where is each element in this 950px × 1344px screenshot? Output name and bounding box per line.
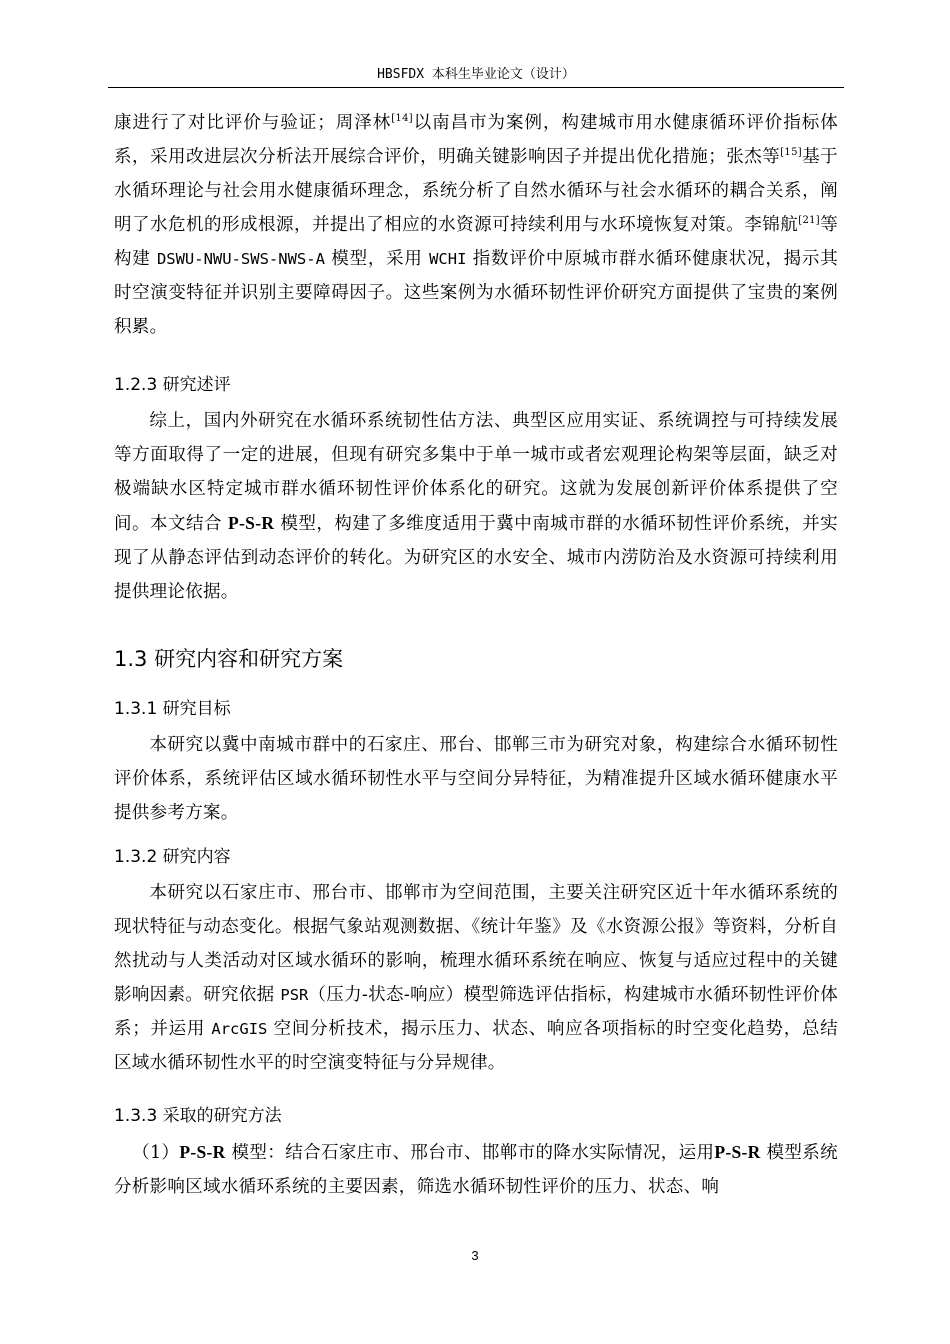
section-heading-1-3: 1.3 研究内容和研究方案 — [114, 647, 344, 671]
citation: [14] — [391, 113, 413, 124]
section-heading-1-3-3: 1.3.3 采取的研究方法 — [114, 1106, 282, 1126]
text-run: 指数评价中原城市群水循环健康状况，揭示其时空演变特征并识别主要障碍因子。这些案例为水循环韧性评价研究方面提供了宝贵的案例积累。 — [114, 249, 838, 337]
text-run: （压力-状态-响应）模型筛选评估指标，构建城市水循环韧性评价体系；并运用 — [114, 985, 838, 1039]
text-run: 模型：结合石家庄市、邢台市、邯郸市的降水实际情况，运用 — [231, 1143, 715, 1163]
section-heading-1-2-3: 1.2.3 研究述评 — [114, 375, 231, 395]
model-name: P-S-R — [228, 513, 275, 533]
text-run: 模型，构建了多维度适用于冀中南城市群的水循环韧性评价系统，并实现了从静态评估到动态评价的转化。为研究区的水安全、城市内涝防治及水资源可持续利用提供理论依据。 — [114, 514, 838, 602]
text-run: 本研究以石家庄市、邢台市、邯郸市为空间范围，主要关注研究区近十年水循环系统的现状特征与动态变化。根据气象站观测数据、《统计年鉴》及《水资源公报》等资料，分析自然扰动与人类活动对区域水循环的影响，梳理水循环系统在响应、恢复与适应过程中的关键影响因素。研究依据 — [114, 883, 838, 1005]
section-heading-1-3-1: 1.3.1 研究目标 — [114, 699, 231, 719]
text-run: 以南昌市为案例，构建城市用水健康循环评价指标体系，采用改进层次分析法开展综合评价，明确关键影响因子并提出优化措施；张杰等 — [114, 113, 839, 167]
text-run: 等构建 — [114, 215, 838, 269]
text-run: 康进行了对比评价与验证；周泽林 — [114, 113, 392, 133]
list-marker: （1） — [132, 1143, 180, 1163]
paragraph-objective — [114, 728, 838, 830]
paragraph-method-psr — [114, 1135, 838, 1204]
model-name: DSWU-NWU-SWS-NWS-A — [156, 250, 325, 268]
paragraph-content — [114, 876, 838, 1080]
paragraph-review — [114, 404, 838, 609]
text-run: 综上，国内外研究在水循环系统韧性估方法、典型区应用实证、系统调控与可持续发展等方面取得了一定的进展，但现有研究多集中于单一城市或者宏观理论构架等层面，缺乏对极端缺水区特定城市群水循环韧性评价体系化的研究。这就为发展创新评价体系提供了空间。本文结合 — [114, 411, 838, 534]
header-rule — [108, 87, 844, 88]
page-number: 3 — [471, 1248, 479, 1263]
model-name: P-S-R — [714, 1142, 761, 1162]
model-name: P-S-R — [179, 1142, 226, 1162]
section-heading-1-3-2: 1.3.2 研究内容 — [114, 847, 231, 867]
model-name: PSR — [280, 986, 309, 1004]
paragraph-case-studies — [114, 106, 838, 344]
software-name: ArcGIS — [211, 1020, 268, 1038]
citation: [21] — [798, 215, 820, 226]
text-run: 模型系统分析影响区域水循环系统的主要因素，筛选水循环韧性评价的压力、状态、响 — [114, 1143, 838, 1197]
page-header: HBSFDX 本科生毕业论文（设计） — [377, 67, 575, 82]
text-run: 模型，采用 — [331, 249, 423, 269]
index-name: WCHI — [429, 250, 467, 268]
text-run: 空间分析技术，揭示压力、状态、响应各项指标的时空变化趋势，总结区域水循环韧性水平的时空演变特征与分异规律。 — [114, 1019, 838, 1073]
text-run: 基于水循环理论与社会用水健康循环理念，系统分析了自然水循环与社会水循环的耦合关系，阐明了水危机的形成根源，并提出了相应的水资源可持续利用与水环境恢复对策。李锦航 — [114, 147, 838, 235]
text-run: 本研究以冀中南城市群中的石家庄、邢台、邯郸三市为研究对象，构建综合水循环韧性评价体系，系统评估区域水循环韧性水平与空间分异特征，为精准提升区域水循环健康水平提供参考方案。 — [114, 735, 838, 823]
citation: [15] — [780, 147, 802, 158]
